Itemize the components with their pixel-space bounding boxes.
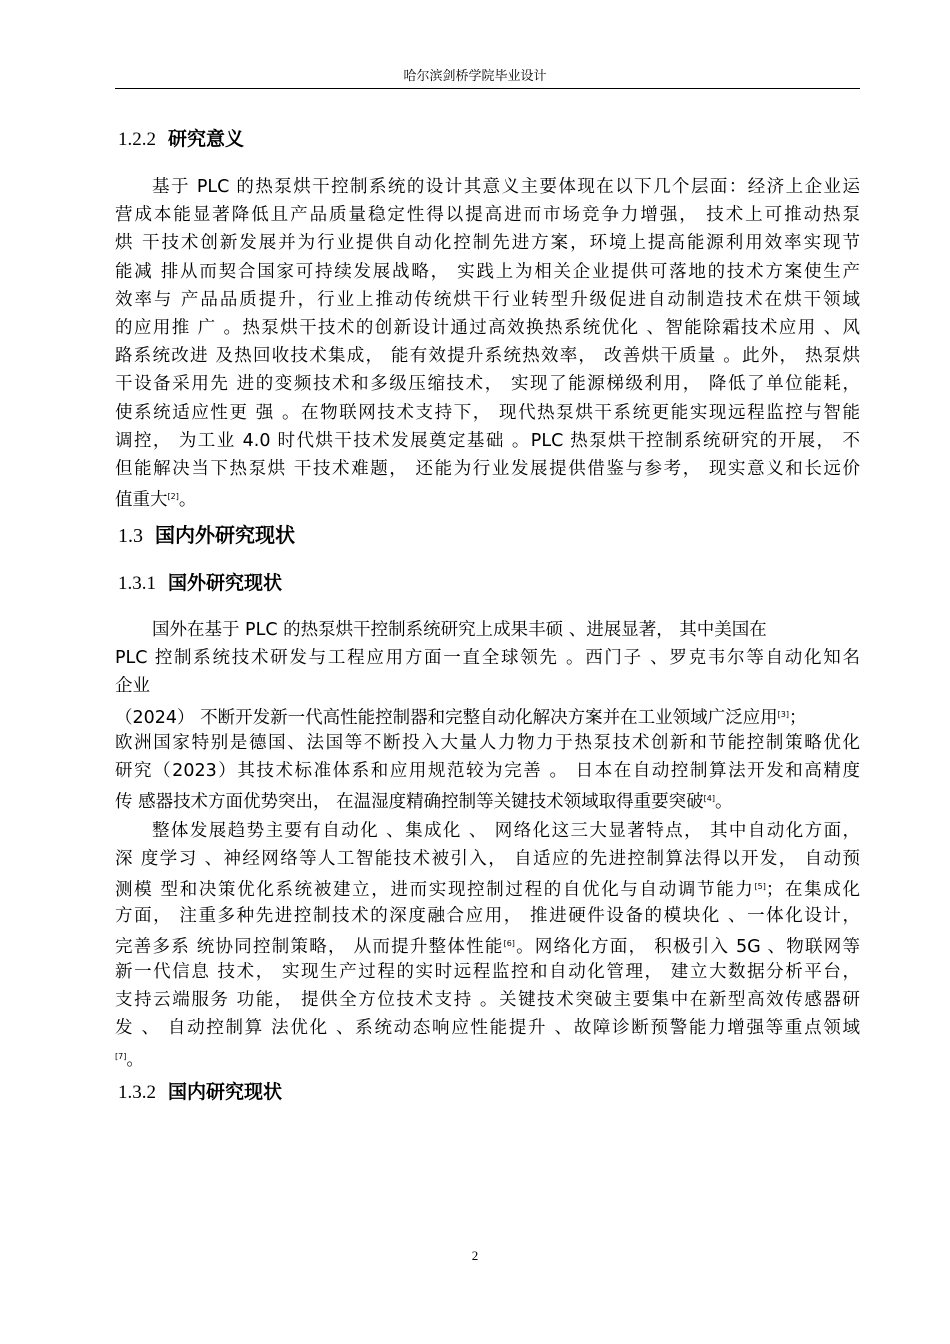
heading-1-3-1	[118, 568, 282, 595]
heading-title: 国内研究现状	[168, 1081, 283, 1103]
paragraph-foreign-research	[115, 616, 860, 813]
line-text: PLC 控制系统技术研发与工程应用方面一直全球领先 。西门子 、罗克韦尔等自动化知名	[115, 648, 860, 669]
text-line	[115, 986, 860, 1014]
citation-ref: [7]	[115, 1051, 127, 1061]
line-text: 效率与 产品品质提升，行业上推动传统烘干行业转型升级促进自动制造技术在烘干领域	[115, 289, 860, 310]
line-text: 深 度学习 、神经网络等人工智能技术被引入， 自适应的先进控制算法得以开发， 自动预	[115, 849, 860, 870]
heading-title: 研究意义	[168, 128, 245, 150]
line-text: 测模 型和决策优化系统被建立，进而实现控制过程的自优化与自动调节能力	[115, 880, 755, 901]
running-header: 哈尔滨剑桥学院毕业设计	[403, 69, 547, 84]
text-line	[115, 258, 860, 286]
citation-ref: [5]	[754, 882, 766, 892]
header-rule	[115, 88, 860, 89]
heading-number: 1.3.1	[118, 573, 156, 594]
text-line	[115, 370, 860, 398]
heading-number: 1.2.2	[118, 129, 156, 150]
text-line	[115, 483, 860, 511]
text-line	[115, 644, 860, 672]
text-line	[115, 845, 860, 873]
line-text: 研究（2023）其技术标准体系和应用规范较为完善 。 日本在自动控制算法开发和高精度	[115, 760, 860, 781]
line-text: 但能解决当下热泵烘 干技术难题， 还能为行业发展提供借鉴与参考， 现实意义和长远价	[115, 458, 860, 479]
paragraph-significance	[115, 173, 860, 511]
text-line	[115, 314, 860, 342]
line-text: 干设备采用先 进的变频技术和多级压缩技术， 实现了能源梯级利用， 降低了单位能耗，	[115, 374, 860, 395]
text-line	[115, 701, 860, 729]
heading-1-2-2	[118, 124, 244, 151]
text-line	[115, 729, 860, 757]
line-text: 基于 PLC 的热泵烘干控制系统的设计其意义主要体现在以下几个层面：经济上企业运	[152, 177, 860, 197]
line-text: 方面， 注重多种先进控制技术的深度融合应用， 推进硬件设备的模块化 、一体化设计，	[115, 905, 860, 926]
text-line	[115, 672, 860, 700]
text-line	[115, 873, 860, 901]
heading-title: 国外研究现状	[168, 572, 283, 594]
text-line	[115, 342, 860, 370]
line-text: 欧洲国家特别是德国、法国等不断投入大量人力物力于热泵技术创新和节能控制策略优化	[115, 732, 860, 753]
line-text: 传 感器技术方面优势突出， 在温湿度精确控制等关键技术领域取得重要突破	[115, 792, 704, 813]
heading-title: 国内外研究现状	[155, 523, 295, 547]
text-line	[115, 201, 860, 229]
text-line	[115, 757, 860, 785]
heading-1-3-2	[118, 1077, 282, 1104]
heading-1-3	[118, 519, 295, 548]
text-line	[115, 229, 860, 257]
text-line	[115, 286, 860, 314]
text-line	[115, 1043, 860, 1071]
text-line	[115, 399, 860, 427]
line-text: 的应用推 广 。热泵烘干技术的创新设计通过高效换热系统优化 、智能除霜技术应用 、风	[115, 317, 860, 338]
page-number: 2	[471, 1248, 479, 1263]
line-text-after: 。	[126, 1049, 144, 1070]
line-text: 值重大	[115, 490, 168, 511]
text-line	[115, 958, 860, 986]
line-text: 支持云端服务 功能， 提供全方位技术支持 。关键技术突破主要集中在新型高效传感器研	[115, 990, 860, 1011]
line-text-after: 。	[178, 490, 197, 511]
text-line	[115, 616, 860, 644]
citation-ref: [6]	[503, 938, 515, 948]
line-text: 企业	[115, 676, 150, 697]
text-line	[115, 785, 860, 813]
text-line	[115, 455, 860, 483]
line-text: 调控， 为工业 4.0 时代烘干技术发展奠定基础 。PLC 热泵烘干控制系统研究的开展， 不	[115, 430, 860, 451]
line-text: 国外在基于 PLC 的热泵烘干控制系统研究上成果丰硕 、进展显著， 其中美国在	[152, 620, 767, 640]
line-text: 烘 干技术创新发展并为行业提供自动化控制先进方案，环境上提高能源利用效率实现节	[115, 233, 860, 254]
line-text: 能减 排从而契合国家可持续发展战略， 实践上为相关企业提供可落地的技术方案使生产	[115, 261, 860, 282]
line-text: 整体发展趋势主要有自动化 、集成化 、 网络化这三大显著特点， 其中自动化方面，	[152, 821, 860, 841]
line-text: 完善多系 统协同控制策略， 从而提升整体性能	[115, 936, 504, 957]
citation-ref: [4]	[703, 794, 715, 804]
line-text: 新一代信息 技术， 实现生产过程的实时远程监控和自动化管理， 建立大数据分析平台，	[115, 961, 860, 982]
text-line	[115, 930, 860, 958]
line-text-after: 。	[714, 792, 733, 813]
line-text: 营成本能显著降低且产品质量稳定性得以提高进而市场竞争力增强， 技术上可推动热泵	[115, 205, 860, 226]
line-text-after: ；	[788, 707, 807, 728]
heading-number: 1.3	[118, 525, 143, 547]
line-text: （2024） 不断开发新一代高性能控制器和完整自动化解决方案并在工业领域广泛应用	[115, 707, 778, 728]
line-text-after: ；在集成化	[765, 880, 861, 901]
heading-number: 1.3.2	[118, 1082, 156, 1103]
text-line	[115, 1014, 860, 1042]
text-line	[115, 427, 860, 455]
text-line	[115, 902, 860, 930]
citation-ref: [3]	[777, 709, 789, 719]
line-text: 发 、 自动控制算 法优化 、系统动态响应性能提升 、故障诊断预警能力增强等重点领域	[115, 1018, 860, 1039]
text-line	[115, 817, 860, 845]
line-text: 使系统适应性更 强 。在物联网技术支持下， 现代热泵烘干系统更能实现远程监控与智能	[115, 402, 860, 423]
citation-ref: [2]	[167, 492, 179, 502]
line-text: 路系统改进 及热回收技术集成， 能有效提升系统热效率， 改善烘干质量 。此外， 热泵烘	[115, 346, 860, 367]
line-text-after: 。网络化方面， 积极引入 5G 、物联网等	[514, 936, 861, 957]
text-line	[115, 173, 860, 201]
paragraph-development-trends	[115, 817, 860, 1071]
